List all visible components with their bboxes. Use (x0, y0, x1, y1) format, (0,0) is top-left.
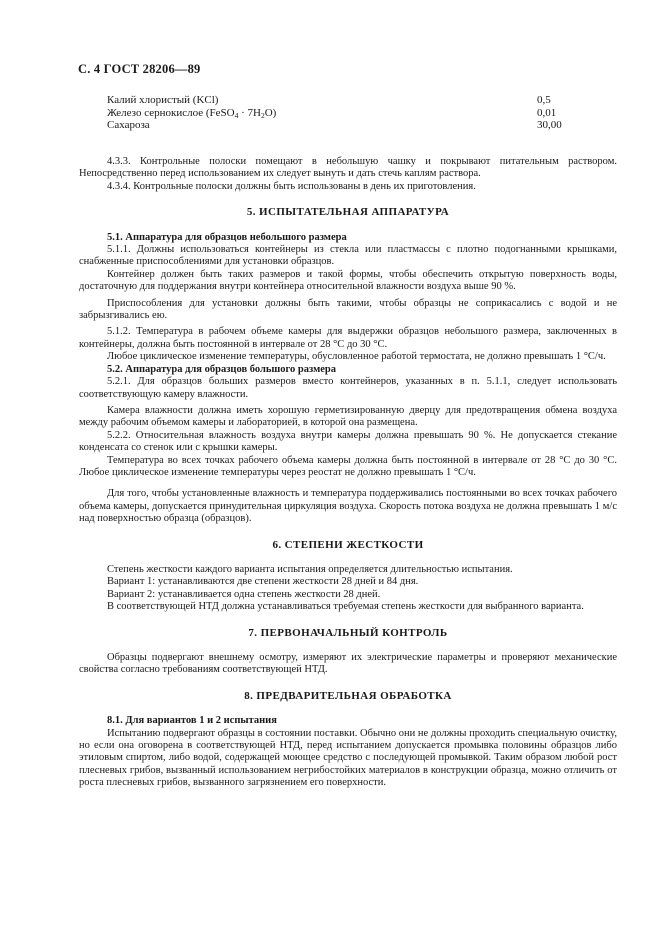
paragraph-5-2-2c: Для того, чтобы установленные влажность и температура поддерживались постоянными во всех точках рабочего объема камеры, допускается принудительная циркуляция воздуха. Скорость потока воздуха не должна превышать 1 м/с над поверхностью образца (образцов). (79, 488, 617, 525)
paragraph-5-1-1: 5.1.1. Должны использоваться контейнеры из стекла или пластмассы с плотно подогнанными крышками, снабженные приспособлениями для установки образцов. (79, 244, 617, 268)
section-6-title: 6. СТЕПЕНИ ЖЕСТКОСТИ (272, 538, 424, 551)
paragraph-6-2: Вариант 1: устанавливаются две степени жесткости 28 дней и 84 дня. (107, 576, 419, 588)
subsection-5-1-title: 5.1. Аппаратура для образцов небольшого размера (107, 231, 347, 243)
reagent-value: 0,5 (537, 94, 551, 106)
reagent-table (107, 94, 577, 132)
reagent-name: Калий хлористый (KCl) (107, 94, 219, 106)
reagent-row (107, 119, 577, 132)
subsection-5-2-title: 5.2. Аппаратура для образцов большого размера (107, 363, 336, 375)
paragraph-6-1: Степень жесткости каждого варианта испытания определяется длительностью испытания. (107, 563, 513, 575)
reagent-value: 30,00 (537, 119, 562, 132)
paragraph-5-2-1: 5.2.1. Для образцов больших размеров вместо контейнеров, указанных в п. 5.1.1, следует использовать соответствующую камеру влажности. (79, 376, 617, 400)
paragraph-5-1-2b: Любое циклическое изменение температуры, обусловленное работой термостата, не должно превышать 1 °С/ч. (107, 351, 606, 363)
paragraph-6-4: В соответствующей НТД должна устанавливаться требуемая степень жесткости для выбранного варианта. (107, 601, 584, 613)
paragraph-8-1: Испытанию подвергают образцы в состоянии поставки. Обычно они не должны проходить специальную очистку, но если она оговорена в соответствующей НТД, перед испытанием допускается промывка половины образцов либо этиловым спиртом, либо водой, содержащей моющее средство с последующей промывкой. Таким образом любой рост плесневых грибов, вызванный использованием негрибостойких материалов в конструкции образца, можно отличить от роста плесневых грибов, вызванного загрязнением его поверхности. (79, 727, 617, 789)
reagent-row (107, 94, 577, 107)
reagent-value: 0,01 (537, 106, 557, 119)
paragraph-5-1-2: 5.1.2. Температура в рабочем объеме камеры для выдержки образцов небольшого размера, заключенных в контейнеры, должна быть постоянной в интервале от 28 °С до 30 °С. (79, 326, 617, 350)
section-8-title: 8. ПРЕДВАРИТЕЛЬНАЯ ОБРАБОТКА (244, 689, 452, 702)
section-7-title: 7. ПЕРВОНАЧАЛЬНЫЙ КОНТРОЛЬ (248, 626, 448, 639)
document-body (79, 156, 617, 790)
subsection-8-1-title: 8.1. Для вариантов 1 и 2 испытания (107, 715, 277, 727)
paragraph-7-1: Образцы подвергают внешнему осмотру, измеряют их электрические параметры и проверяют механические свойства согласно требованиям соответствующей НТД. (79, 652, 617, 676)
reagent-row (107, 107, 577, 120)
reagent-name: Железо сернокислое (FeSO$_4$ · $7H_2O$) (107, 106, 277, 120)
paragraph-6-3: Вариант 2: устанавливается одна степень жесткости 28 дней. (107, 588, 381, 600)
section-5-title: 5. ИСПЫТАТЕЛЬНАЯ АППАРАТУРА (246, 206, 450, 219)
paragraph-4-3-3: 4.3.3. Контрольные полоски помещают в небольшую чашку и покрывают питательным раствором. Непосредственно перед использованием их следует вынуть и дать стечь каплям раствора. (79, 156, 617, 180)
paragraph-5-1-1c: Приспособления для установки должны быть такими, чтобы образцы не соприкасались с водой и не забрызгивались ею. (79, 297, 617, 322)
paragraph-5-2-1b: Камера влажности должна иметь хорошую герметизированную дверцу для предотвращения обмена воздуха между рабочим объемом камеры и лабораторией, в которой она размещена. (79, 404, 617, 429)
page-header: С. 4 ГОСТ 28206—89 (78, 62, 201, 76)
paragraph-5-2-2: 5.2.2. Относительная влажность воздуха внутри камеры должна превышать 90 %. Не допускается стекание конденсата со стенок или с крышки камеры. (79, 429, 617, 454)
paragraph-5-1-1b: Контейнер должен быть таких размеров и такой формы, чтобы обеспечить открытую поверхность воды, достаточную для поддержания внутри контейнера относительной влажности воздуха выше 90 %. (79, 268, 617, 293)
paragraph-4-3-4: 4.3.4. Контрольные полоски должны быть использованы в день их приготовления. (107, 180, 476, 192)
reagent-name: Сахароза (107, 119, 150, 132)
paragraph-5-2-2b: Температура во всех точках рабочего объема камеры должна быть постоянной в интервале от 28 °С до 30 °С. Любое циклическое изменение температуры через реостат не должно превышать 1 °С/ч. (79, 454, 617, 478)
